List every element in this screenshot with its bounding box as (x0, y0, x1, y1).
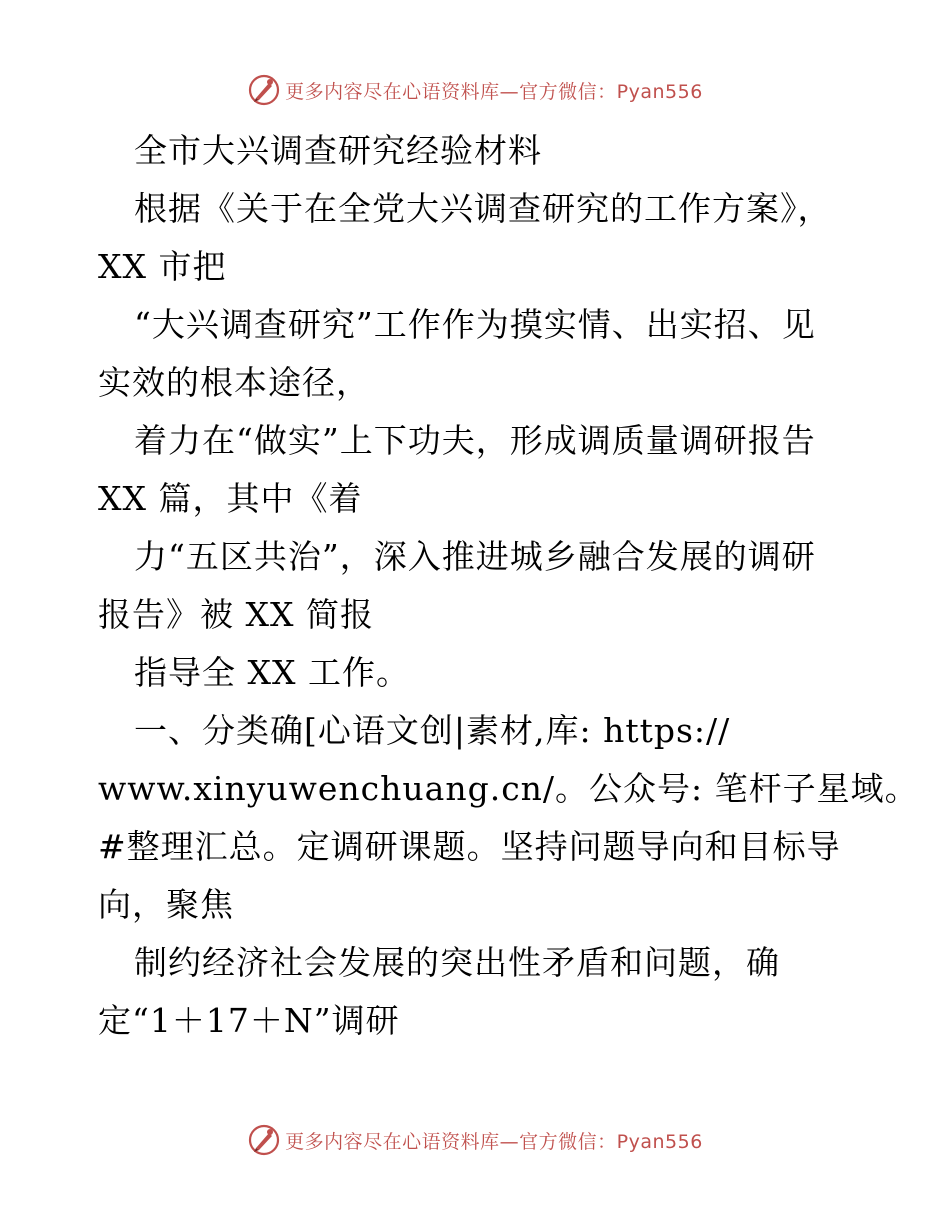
document-line: XX 市把 (98, 247, 227, 286)
document-line: www.xinyuwenchuang.cn/。公众号: 笔杆子星域。 (98, 769, 919, 808)
document-line: 定“1＋17＋N”调研 (98, 1001, 400, 1040)
header-banner (0, 70, 950, 110)
document-line: 制约经济社会发展的突出性矛盾和问题，确 (134, 943, 780, 982)
document-body (98, 122, 919, 1050)
pen-logo-icon (247, 73, 281, 107)
document-line: XX 篇，其中《着 (98, 479, 363, 518)
document-line: 根据《关于在全党大兴调查研究的工作方案》， (134, 189, 832, 228)
footer-banner-text: 更多内容尽在心语资料库—官方微信：Pyan556 (285, 1130, 703, 1153)
document-line: 着力在“做实”上下功夫，形成调质量调研报告 (134, 421, 816, 460)
document-line: 一、分类确[心语文创|素材,库: https:// (134, 711, 731, 750)
document-line: 力“五区共治”，深入推进城乡融合发展的调研 (134, 537, 816, 576)
header-banner-text: 更多内容尽在心语资料库—官方微信：Pyan556 (285, 80, 703, 103)
document-line: 实效的根本途径， (98, 363, 370, 402)
document-line: 全市大兴调查研究经验材料 (134, 131, 542, 170)
document-line: 报告》被 XX 简报 (98, 595, 374, 634)
footer-banner (0, 1120, 950, 1160)
document-line: “大兴调查研究”工作作为摸实情、出实招、见 (134, 305, 816, 344)
document-line: 指导全 XX 工作。 (134, 653, 410, 692)
document-line: #整理汇总。定调研课题。坚持问题导向和目标导 (98, 827, 841, 866)
pen-logo-icon (247, 1123, 281, 1157)
document-line: 向，聚焦 (98, 885, 234, 924)
